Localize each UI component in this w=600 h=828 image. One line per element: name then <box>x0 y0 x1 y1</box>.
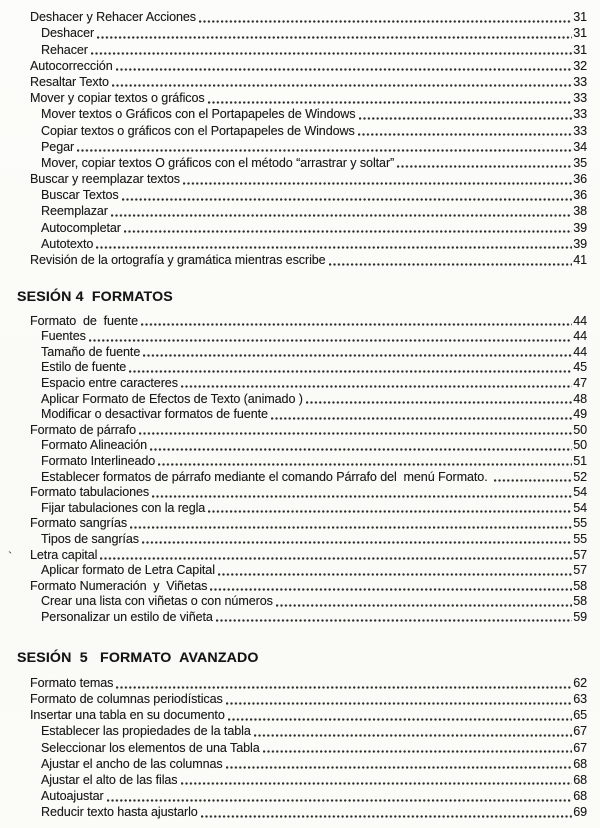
toc-section <box>0 289 600 625</box>
dot-leader <box>77 149 572 152</box>
toc-entry <box>0 155 600 171</box>
toc-entry <box>0 391 600 407</box>
toc-entry <box>0 707 600 723</box>
entry-label: Tamaño de fuente <box>41 344 141 359</box>
entry-page-number: 49 <box>573 407 587 422</box>
dot-leader <box>226 702 572 705</box>
dot-leader <box>201 815 572 818</box>
entry-label: Resaltar Texto <box>30 74 109 89</box>
toc-entry <box>0 122 600 138</box>
dot-leader <box>152 495 572 498</box>
toc-entry <box>0 139 600 155</box>
dot-leader <box>183 182 572 185</box>
dot-leader <box>142 541 572 544</box>
entry-page-number: 62 <box>573 676 587 691</box>
dot-leader <box>263 750 573 753</box>
toc-entry <box>0 739 600 755</box>
entry-page-number: 31 <box>573 26 587 41</box>
dot-leader <box>181 782 573 785</box>
dot-leader <box>100 557 572 560</box>
entry-page-number: 58 <box>573 578 587 593</box>
entry-page-number: 36 <box>573 188 587 203</box>
entry-page-number: 54 <box>573 485 587 500</box>
dot-leader <box>210 588 572 591</box>
toc-entry <box>0 756 600 772</box>
entry-label: Mover, copiar textos O gráficos con el método “arrastrar y soltar” <box>41 155 395 170</box>
toc-entry <box>0 609 600 625</box>
dot-leader <box>112 84 572 87</box>
entry-label: Formato de columnas periodísticas <box>30 692 223 707</box>
entry-label: Formato de párrafo <box>30 422 136 437</box>
entry-page-number: 33 <box>573 91 587 106</box>
toc-entry <box>0 516 600 532</box>
toc-section <box>0 650 600 820</box>
dot-leader <box>141 323 572 326</box>
entry-label: Estilo de fuente <box>41 360 127 375</box>
toc-entry <box>0 407 600 423</box>
toc-entry <box>0 375 600 391</box>
entry-page-number: 63 <box>573 692 587 707</box>
entry-label: Aplicar Formato de Efectos de Texto (animado ) <box>41 391 303 406</box>
entry-label: Formato Interlineado <box>41 453 156 468</box>
entry-page-number: 54 <box>573 500 587 515</box>
dot-leader <box>129 370 572 373</box>
entry-label: Aplicar formato de Letra Capital <box>41 563 215 578</box>
entry-label: Establecer las propiedades de la tabla <box>41 724 251 739</box>
dot-leader <box>226 766 573 769</box>
entry-label: Mover y copiar textos o gráficos <box>30 91 205 106</box>
dot-leader <box>397 165 572 168</box>
entry-label: Formato de fuente <box>30 313 139 328</box>
entry-page-number: 68 <box>573 772 587 787</box>
dot-leader <box>208 510 572 513</box>
entry-page-number: 68 <box>573 789 587 803</box>
entry-label: Buscar y reemplazar textos <box>30 172 180 187</box>
entry-page-number: 33 <box>573 74 587 89</box>
entry-page-number: 59 <box>573 609 587 624</box>
dot-leader <box>359 117 573 120</box>
entry-label: Establecer formatos de párrafo mediante el comando Párrafo del menú Formato. <box>41 469 492 484</box>
entry-page-number: 31 <box>573 10 587 25</box>
dot-leader <box>271 417 572 420</box>
dot-leader <box>228 718 572 721</box>
entry-label: Insertar una tabla en su documento <box>30 708 225 723</box>
entry-label: Ajustar el alto de las filas <box>41 772 178 787</box>
entry-label: Fuentes <box>41 329 86 344</box>
entry-label: Crear una lista con viñetas o con números <box>41 594 273 609</box>
toc-entry <box>0 500 600 516</box>
toc-entry <box>0 578 600 594</box>
dot-leader <box>97 36 572 39</box>
entry-page-number: 57 <box>573 547 587 562</box>
entry-page-number: 41 <box>573 253 587 267</box>
dot-leader <box>276 604 572 607</box>
entry-label: Buscar Textos <box>41 188 119 203</box>
section-heading: SESIÓN 5 FORMATO AVANZADO <box>17 649 259 666</box>
entry-page-number: 39 <box>573 220 587 235</box>
toc-entry <box>0 187 600 203</box>
dot-leader <box>89 339 572 342</box>
toc-entry <box>0 90 600 106</box>
entry-page-number: 47 <box>573 375 587 390</box>
dot-leader <box>107 799 573 802</box>
entry-label: Autoajustar <box>41 789 104 803</box>
entry-page-number: 32 <box>573 58 587 73</box>
toc-entry <box>0 252 600 268</box>
entry-label: Deshacer <box>41 26 95 41</box>
entry-page-number: 44 <box>573 313 587 328</box>
entry-page-number: 33 <box>573 123 587 138</box>
entry-page-number: 65 <box>573 708 587 723</box>
dot-leader <box>150 448 572 451</box>
entry-page-number: 44 <box>573 344 587 359</box>
entry-page-number: 55 <box>573 531 587 546</box>
dot-leader <box>181 385 572 388</box>
dot-leader <box>116 68 573 71</box>
toc-entry <box>0 804 600 820</box>
toc-entry <box>0 344 600 360</box>
dot-leader <box>494 479 572 482</box>
toc-entry <box>0 329 600 345</box>
entry-page-number: 58 <box>573 594 587 609</box>
entry-page-number: 50 <box>573 422 587 437</box>
toc-entry <box>0 74 600 90</box>
entry-label: Autocorrección <box>30 58 113 73</box>
entry-page-number: 33 <box>573 107 587 122</box>
toc-entry <box>0 203 600 219</box>
toc-entry <box>0 106 600 122</box>
entry-label: Reducir texto hasta ajustarlo <box>41 805 198 820</box>
toc <box>0 9 600 820</box>
entry-label: Autotexto <box>41 236 94 251</box>
entry-page-number: 67 <box>573 740 587 755</box>
entry-page-number: 52 <box>573 469 587 484</box>
entry-page-number: 38 <box>573 204 587 219</box>
entry-label: Personalizar un estilo de viñeta <box>41 609 213 624</box>
entry-label: Pegar <box>41 139 75 154</box>
entry-label: Fijar tabulaciones con la regla <box>41 500 206 515</box>
toc-entry <box>0 723 600 739</box>
entry-label: Deshacer y Rehacer Acciones <box>30 10 196 25</box>
entry-label: Mover textos o Gráficos con el Portapapeles de Windows <box>41 107 356 122</box>
entry-page-number: 45 <box>573 360 587 375</box>
dot-leader <box>216 619 572 622</box>
dot-leader <box>111 214 572 217</box>
dot-leader <box>122 198 573 201</box>
toc-entry <box>0 58 600 74</box>
entry-label: Reemplazar <box>41 204 108 219</box>
entry-label: Formato tabulaciones <box>30 485 150 500</box>
toc-entry <box>0 25 600 41</box>
section-heading: SESIÓN 4 FORMATOS <box>17 289 173 305</box>
toc-entry <box>0 469 600 485</box>
toc-section <box>0 9 600 268</box>
entry-page-number: 31 <box>573 42 587 57</box>
dot-leader <box>158 463 572 466</box>
entry-label: Formato Numeración y Viñetas <box>30 578 208 593</box>
dot-leader <box>124 230 572 233</box>
toc-entry <box>0 313 600 329</box>
entry-label: Rehacer <box>41 42 88 57</box>
entry-page-number: 57 <box>573 563 587 578</box>
dot-leader <box>130 526 572 529</box>
entry-page-number: 67 <box>573 724 587 739</box>
toc-entry <box>0 219 600 235</box>
dot-leader <box>329 263 573 266</box>
entry-label: Revisión de la ortografía y gramática mientras escribe <box>30 253 326 267</box>
entry-label: Copiar textos o gráficos con el Portapapeles de Windows <box>41 123 355 138</box>
entry-page-number: 68 <box>573 756 587 771</box>
entry-page-number: 51 <box>573 453 587 468</box>
dot-leader <box>254 734 572 737</box>
toc-entry <box>0 691 600 707</box>
entry-page-number: 36 <box>573 172 587 187</box>
dot-leader <box>358 133 572 136</box>
entry-page-number: 69 <box>573 805 587 820</box>
entry-label: Autocompletar <box>41 220 121 235</box>
toc-entry <box>0 772 600 788</box>
toc-entry <box>0 594 600 610</box>
toc-entry <box>0 422 600 438</box>
toc-entry <box>0 171 600 187</box>
entry-label: Tipos de sangrías <box>41 531 139 546</box>
entry-label: Modificar o desactivar formatos de fuente <box>41 407 268 422</box>
entry-page-number: 39 <box>573 236 587 251</box>
entry-page-number: 35 <box>573 155 587 170</box>
toc-entry <box>0 453 600 469</box>
dot-leader <box>139 432 572 435</box>
entry-label: Formato sangrías <box>30 516 128 531</box>
entry-label: Formato temas <box>30 676 114 691</box>
dot-leader <box>143 354 572 357</box>
entry-page-number: 44 <box>573 329 587 344</box>
entry-label: Formato Alineación <box>41 438 148 453</box>
dot-leader <box>91 52 572 55</box>
scan-artifact-tick: ` <box>8 549 13 564</box>
dot-leader <box>218 573 572 576</box>
toc-entry <box>0 675 600 691</box>
toc-entry <box>0 236 600 252</box>
entry-label: Ajustar el ancho de las columnas <box>41 756 223 771</box>
toc-entry <box>0 438 600 454</box>
entry-label: Letra capital <box>30 547 98 562</box>
entry-page-number: 50 <box>573 438 587 453</box>
toc-entry <box>0 9 600 25</box>
toc-entry <box>0 531 600 547</box>
dot-leader <box>208 101 573 104</box>
toc-entry <box>0 563 600 579</box>
toc-entry <box>0 547 600 563</box>
dot-leader <box>306 401 572 404</box>
entry-page-number: 34 <box>573 139 587 154</box>
dot-leader <box>116 686 572 689</box>
toc-entry <box>0 360 600 376</box>
entry-label: Espacio entre caracteres <box>41 375 178 390</box>
dot-leader <box>199 20 572 23</box>
toc-entry <box>0 485 600 501</box>
entry-page-number: 55 <box>573 516 587 531</box>
toc-entry <box>0 41 600 57</box>
dot-leader <box>96 246 572 249</box>
entry-page-number: 48 <box>573 391 587 406</box>
toc-entry <box>0 788 600 804</box>
entry-label: Seleccionar los elementos de una Tabla <box>41 740 260 755</box>
